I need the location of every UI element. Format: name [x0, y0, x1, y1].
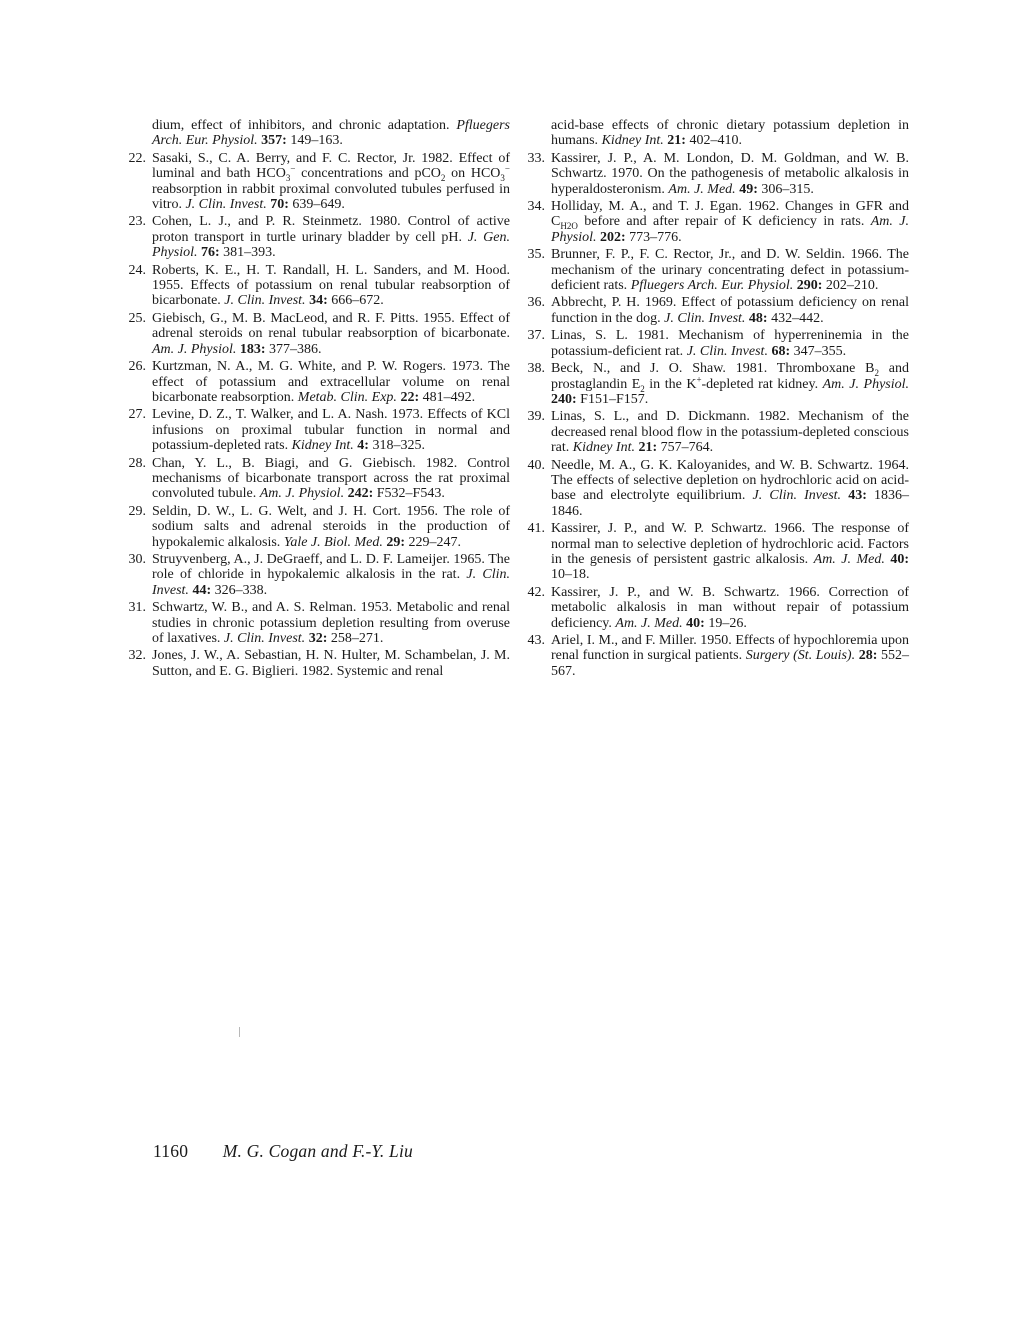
volume-number: 40: — [686, 615, 705, 631]
reference-text — [551, 328, 909, 359]
references-right-column — [527, 118, 910, 681]
reference-fragment: 2 — [440, 173, 446, 184]
volume-number: 4: — [357, 438, 369, 454]
reference-item — [527, 295, 909, 326]
reference-text — [551, 118, 909, 149]
reference-fragment: Abbrecht, P. H. 1969. Effect of potassium deficiency on renal function in the dog. — [551, 295, 909, 326]
reference-fragment: dium, effect of inhibitors, and chronic adaptation. — [152, 118, 457, 133]
volume-number: 34: — [309, 293, 328, 309]
reference-text — [551, 151, 909, 197]
reference-number: 41. — [527, 521, 545, 537]
journal-title: J. Clin. Invest. — [152, 567, 510, 598]
reference-fragment: Schwartz, W. B., and A. S. Relman. 1953. Metabolic and renal studies in chronic potassium depletion resulting from overuse of laxatives. — [152, 600, 510, 646]
volume-number: 44: — [192, 582, 212, 598]
reference-fragment: Struyvenberg, A., J. DeGraeff, and L. D. F. Lameijer. 1965. The role of chloride in hypokalemic alkalosis in the rat. — [152, 551, 510, 583]
reference-number: 27. — [128, 407, 146, 423]
reference-text — [152, 552, 510, 598]
reference-fragment: Ariel, I. M., and F. Miller. 1950. Effects of hypochloremia upon renal function in surgical patients. — [551, 633, 909, 664]
reference-fragment: 773–776. — [625, 229, 682, 245]
volume-number: 28: — [858, 648, 878, 664]
journal-title: Am. J. Med. — [615, 615, 683, 631]
reference-fragment: − — [290, 163, 296, 174]
reference-fragment: Kassirer, J. P., and W. P. Schwartz. 1966. The response of normal man to selective depletion of hydrochloric acid. Factors in the genesis of persistent gastric alkalosis. — [551, 521, 909, 567]
volume-number: 70: — [270, 197, 289, 213]
reference-fragment: 326–338. — [211, 582, 268, 598]
reference-fragment: Sasaki, S., C. A. Berry, and F. C. Rector, Jr. 1982. Effect of luminal and bath HCO — [152, 150, 510, 182]
scan-mark — [239, 1027, 240, 1037]
running-authors: M. G. Cogan and F.-Y. Liu — [222, 1141, 413, 1161]
reference-text — [551, 361, 909, 407]
volume-number: 22: — [400, 389, 420, 405]
reference-fragment: in the K — [644, 376, 697, 392]
reference-fragment: H2O — [560, 221, 578, 232]
volume-number: 21: — [667, 133, 686, 149]
reference-fragment: -depleted rat kidney. — [701, 376, 823, 392]
reference-fragment: Seldin, D. W., L. G. Welt, and J. H. Cort. 1956. The role of sodium salts and adrenal steroids in the production of hypokalemic alkalosis. — [152, 503, 510, 550]
reference-item — [128, 214, 510, 261]
reference-fragment: 318–325. — [368, 438, 425, 454]
reference-item — [128, 551, 510, 598]
reference-number: 22. — [128, 150, 146, 166]
journal-title: Kidney Int. — [291, 438, 354, 454]
reference-fragment: 432–442. — [767, 310, 824, 326]
reference-number: 30. — [128, 551, 146, 567]
reference-text — [152, 311, 510, 357]
volume-number: 32: — [308, 631, 328, 646]
reference-item — [527, 150, 909, 197]
volume-number: 40: — [890, 551, 909, 567]
reference-fragment: Cohen, L. J., and P. R. Steinmetz. 1980. Control of active proton transport in turtle urinary bladder by cell pH. — [152, 214, 510, 245]
reference-text — [551, 585, 909, 631]
volume-number: 49: — [739, 181, 758, 197]
reference-text — [152, 263, 510, 309]
reference-fragment: concentrations and pCO — [295, 166, 441, 182]
volume-number: 48: — [748, 310, 768, 326]
journal-title: Am. J. Physiol. — [152, 341, 237, 357]
reference-item — [527, 409, 909, 456]
reference-fragment: Linas, S. L., and D. Dickmann. 1982. Mechanism of the decreased renal blood flow in the potassium-depleted conscious rat. — [551, 409, 909, 456]
journal-title: J. Clin. Invest. — [223, 631, 306, 646]
reference-number: 36. — [527, 295, 545, 311]
volume-number: 240: — [551, 391, 577, 407]
reference-text — [152, 214, 510, 260]
reference-item — [527, 328, 909, 359]
reference-continuation — [152, 118, 510, 149]
reference-number: 42. — [527, 584, 545, 600]
reference-item — [527, 457, 910, 520]
reference-fragment: Giebisch, G., M. B. MacLeod, and R. F. Pitts. 1955. Effect of adrenal steroids on renal tubular reabsorption of bicarbonate. — [152, 310, 510, 342]
reference-fragment: before and after repair of K deficiency in rats. — [577, 214, 871, 230]
reference-fragment: 258–271. — [327, 631, 384, 646]
reference-text — [152, 407, 510, 453]
reference-number: 34. — [527, 199, 545, 215]
reference-number: 38. — [527, 361, 545, 377]
journal-title: J. Gen. Physiol. — [152, 229, 510, 261]
reference-item — [527, 247, 909, 294]
reference-text — [551, 458, 909, 520]
reference-fragment: and prostaglandin E — [551, 361, 909, 392]
reference-fragment: Chan, Y. L., B. Biagi, and G. Giebisch. 1982. Control mechanisms of bicarbonate transport across the rat proximal convoluted tubule. — [152, 455, 510, 502]
reference-fragment: Beck, N., and J. O. Shaw. 1981. Thromboxane B — [551, 361, 875, 377]
reference-fragment: Linas, S. L. 1981. Mechanism of hyperreninemia in the potassium-deficient rat. — [551, 328, 909, 359]
reference-fragment: + — [696, 373, 702, 384]
reference-text — [551, 633, 909, 679]
journal-title: Am. J. Physiol. — [551, 214, 909, 245]
reference-item — [128, 310, 510, 357]
journal-title: Am. J. Physiol. — [259, 486, 345, 502]
reference-fragment: 202–210. — [822, 278, 879, 294]
reference-number: 39. — [527, 409, 545, 425]
reference-number: 33. — [527, 150, 545, 166]
reference-fragment: 666–672. — [327, 293, 384, 309]
reference-text — [551, 247, 909, 293]
reference-item — [128, 455, 510, 502]
journal-title: Am. J. Med. — [813, 551, 885, 567]
journal-title: J. Clin. Invest. — [185, 197, 267, 213]
volume-number: 357: — [261, 133, 287, 149]
reference-item — [527, 521, 909, 583]
reference-continuation — [551, 118, 909, 149]
journal-title: Surgery (St. Louis). — [745, 648, 856, 664]
volume-number: 29: — [386, 534, 406, 550]
reference-text — [152, 504, 510, 550]
reference-fragment: F151–F157. — [576, 391, 649, 407]
reference-fragment: Levine, D. Z., T. Walker, and L. A. Nash. 1973. Effects of KCl infusions on proximal tubular function in normal and potassium-depleted rats. — [152, 407, 510, 454]
reference-number: 28. — [128, 455, 146, 471]
reference-number: 32. — [128, 648, 146, 664]
reference-fragment: Kassirer, J. P., A. M. London, D. M. Goldman, and W. B. Schwartz. 1970. On the pathogenesis of metabolic alkalosis in hyperaldosteronism. — [551, 150, 909, 197]
volume-number: 68: — [771, 343, 791, 359]
reference-item — [128, 648, 510, 679]
volume-number: 43: — [848, 488, 867, 504]
reference-number: 40. — [527, 457, 545, 473]
reference-fragment: Needle, M. A., G. K. Kaloyanides, and W. B. Schwartz. 1964. The effects of selective depletion on hydrochloric acid on acid-base and electrolyte equilibrium. — [551, 457, 909, 504]
reference-fragment: on HCO — [445, 166, 501, 182]
journal-title: Kidney Int. — [601, 133, 664, 149]
reference-item — [527, 584, 909, 631]
reference-number: 37. — [527, 328, 545, 344]
reference-number: 29. — [128, 503, 146, 519]
reference-fragment: 481–492. — [419, 389, 476, 405]
reference-fragment: 639–649. — [288, 197, 345, 213]
journal-title: J. Clin. Invest. — [752, 488, 842, 504]
reference-fragment: 3 — [285, 173, 291, 184]
reference-fragment: 306–315. — [757, 181, 814, 197]
reference-fragment: Roberts, K. E., H. T. Randall, H. L. Sanders, and M. Hood. 1955. Effects of potassium on renal tubular reabsorption of bicarbonate. — [152, 262, 510, 309]
reference-fragment: 1836–1846. — [551, 488, 910, 519]
reference-fragment: Kassirer, J. P., and W. B. Schwartz. 1966. Correction of metabolic alkalosis in man without repair of potassium deficiency. — [551, 584, 909, 631]
volume-number: 21: — [638, 440, 658, 456]
reference-item — [128, 600, 510, 646]
volume-number: 242: — [347, 486, 374, 502]
reference-text — [152, 118, 510, 149]
reference-text — [551, 409, 909, 455]
reference-fragment: 2 — [874, 367, 879, 378]
reference-number: 23. — [128, 214, 146, 230]
reference-item — [128, 262, 510, 309]
reference-fragment: Kurtzman, N. A., M. G. White, and P. W. Rogers. 1973. The effect of potassium and extracellular volume on renal bicarbonate reabsorption. — [152, 359, 510, 405]
reference-number: 31. — [128, 600, 146, 616]
reference-fragment: 347–355. — [790, 343, 847, 359]
volume-number: 76: — [201, 245, 220, 261]
journal-title: J. Clin. Invest. — [686, 343, 768, 359]
reference-number: 35. — [527, 247, 545, 263]
reference-number: 24. — [128, 262, 146, 278]
reference-fragment: reabsorption in rabbit proximal convoluted tubules perfused in vitro. — [152, 181, 510, 213]
reference-fragment: 10–18. — [551, 567, 590, 583]
reference-fragment: Holliday, M. A., and T. J. Egan. 1962. Changes in GFR and C — [551, 199, 909, 230]
journal-title: J. Clin. Invest. — [664, 310, 746, 326]
reference-item — [527, 633, 910, 679]
reference-number: 43. — [527, 633, 545, 648]
volume-number: 290: — [796, 278, 823, 294]
journal-title: Kidney Int. — [572, 440, 635, 456]
journal-title: Yale J. Biol. Med. — [283, 534, 383, 550]
journal-title: Am. J. Med. — [668, 181, 736, 197]
reference-fragment: 149–163. — [286, 133, 343, 149]
reference-text — [152, 359, 510, 405]
page-number: 1160 — [153, 1141, 189, 1161]
reference-fragment: acid-base effects of chronic dietary potassium depletion in humans. — [551, 118, 909, 149]
reference-text — [152, 151, 510, 213]
reference-fragment: 757–764. — [657, 440, 714, 456]
reference-text — [551, 295, 909, 326]
reference-number: 25. — [128, 310, 146, 326]
reference-text — [551, 521, 909, 583]
references-left-column — [128, 118, 510, 681]
reference-text — [152, 456, 510, 502]
reference-item — [128, 503, 510, 550]
reference-item — [128, 359, 510, 405]
reference-text — [152, 600, 510, 646]
volume-number: 183: — [239, 341, 266, 357]
reference-text — [551, 199, 909, 245]
reference-item — [527, 361, 910, 407]
reference-fragment: 2 — [640, 383, 645, 394]
reference-item — [128, 407, 510, 454]
reference-number: 26. — [128, 359, 146, 375]
reference-fragment: 19–26. — [704, 615, 747, 631]
reference-fragment: Brunner, F. P., F. C. Rector, Jr., and D. W. Seldin. 1966. The mechanism of the urinary concentrating defect in potassium-deficient rats. — [551, 247, 909, 294]
reference-fragment: − — [504, 163, 510, 174]
journal-title: Am. J. Physiol. — [822, 376, 910, 392]
reference-fragment: Jones, J. W., A. Sebastian, H. N. Hulter, M. Schambelan, J. M. Sutton, and E. G. Biglieri. 1982. Systemic and renal — [152, 648, 510, 679]
journal-title: Pfluegers Arch. Eur. Physiol. — [152, 118, 510, 149]
reference-item — [128, 150, 510, 213]
reference-fragment: F532–F543. — [373, 486, 445, 502]
journal-title: Pfluegers Arch. Eur. Physiol. — [630, 278, 794, 294]
reference-item — [527, 199, 909, 245]
reference-fragment: 552–567. — [551, 648, 910, 679]
journal-title: Metab. Clin. Exp. — [297, 389, 397, 405]
reference-fragment: 377–386. — [265, 341, 322, 357]
reference-fragment: 402–410. — [685, 133, 742, 149]
reference-fragment: 3 — [500, 173, 505, 184]
reference-fragment: 381–393. — [219, 245, 276, 261]
reference-text — [152, 648, 510, 679]
reference-fragment: 229–247. — [405, 534, 462, 550]
page-footer — [153, 1141, 413, 1162]
volume-number: 202: — [600, 229, 626, 245]
journal-title: J. Clin. Invest. — [224, 293, 306, 309]
